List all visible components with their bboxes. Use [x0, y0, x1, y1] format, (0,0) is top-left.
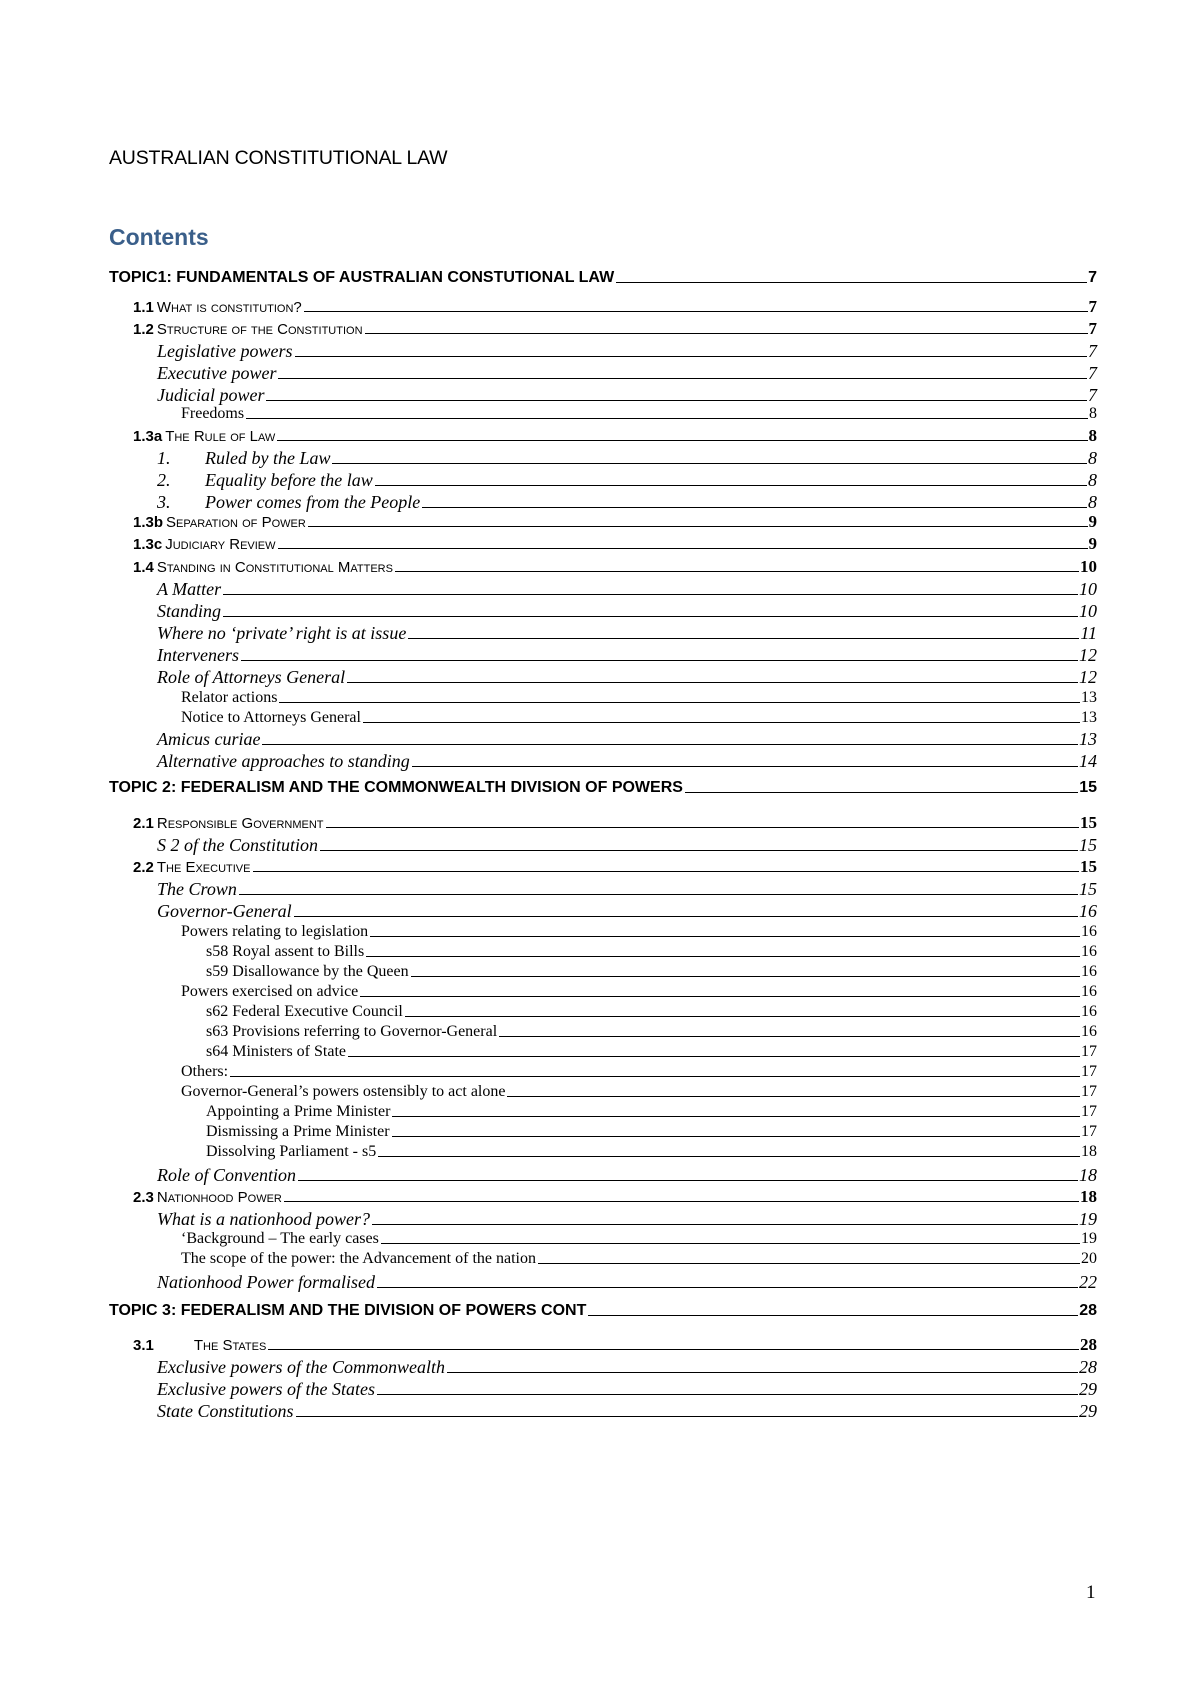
toc-entry-title: s58 Royal assent to Bills	[206, 943, 365, 960]
toc-entry-title: Governor-General’s powers ostensibly to act alone	[181, 1083, 506, 1100]
toc-leader-line	[375, 485, 1087, 486]
toc-entry[interactable]	[206, 1004, 1097, 1020]
toc-leader-line	[616, 282, 1087, 283]
toc-entry-title: Nationhood Power	[156, 1189, 282, 1206]
toc-leader-line	[405, 1016, 1080, 1017]
toc-entry-page: 7	[1088, 385, 1097, 405]
toc-entry-page: 11	[1080, 623, 1097, 643]
toc-entry-page: 16	[1079, 901, 1097, 921]
toc-entry[interactable]	[133, 558, 1097, 575]
toc-entry-page: 28	[1079, 1357, 1097, 1377]
toc-entry-title: Structure of the Constitution	[156, 321, 363, 338]
toc-entry[interactable]	[109, 270, 1097, 286]
toc-entry[interactable]	[157, 624, 1097, 642]
toc-leader-line	[507, 1096, 1080, 1097]
toc-entry-page: 22	[1079, 1272, 1097, 1292]
toc-entry-title: s59 Disallowance by the Queen	[206, 963, 409, 980]
toc-entry[interactable]	[157, 602, 1097, 620]
toc-entry-page: 8	[1089, 405, 1097, 422]
toc-entry-title: s63 Provisions referring to Governor-General	[206, 1023, 498, 1040]
toc-leader-line	[296, 1416, 1078, 1417]
toc-entry-title: Power comes from the People	[205, 492, 421, 512]
toc-entry-title: What is constitution?	[156, 299, 302, 316]
toc-entry[interactable]	[157, 880, 1097, 898]
toc-entry[interactable]	[181, 710, 1097, 726]
contents-heading: Contents	[109, 224, 209, 250]
toc-leader-line	[347, 682, 1078, 683]
toc-entry-page: 10	[1079, 601, 1097, 621]
toc-entry-title: ‘Background – The early cases	[181, 1230, 379, 1247]
toc-entry-title: Dissolving Parliament - s5	[206, 1143, 377, 1160]
toc-entry[interactable]	[157, 1273, 1097, 1291]
toc-entry-page: 7	[1088, 319, 1097, 338]
toc-entry-title: Governor-General	[157, 901, 292, 921]
toc-leader-line	[241, 660, 1078, 661]
toc-entry-page: 15	[1079, 835, 1097, 855]
toc-leader-line	[246, 418, 1088, 419]
toc-entry[interactable]	[157, 386, 1097, 404]
toc-entry-title: Equality before the law	[205, 470, 373, 490]
toc-entry-title: Standing	[157, 601, 222, 621]
toc-leader-line	[308, 526, 1088, 527]
toc-entry-page: 12	[1079, 645, 1097, 665]
toc-entry-page: 16	[1081, 1003, 1097, 1020]
toc-leader-line	[372, 1224, 1078, 1225]
toc-entry-page: 13	[1079, 729, 1097, 749]
toc-entry-title: Interveners	[157, 645, 239, 665]
toc-leader-line	[294, 916, 1078, 917]
toc-leader-line	[392, 1136, 1080, 1137]
toc-entry-page: 17	[1081, 1083, 1097, 1100]
toc-leader-line	[326, 827, 1079, 828]
toc-entry-page: 18	[1079, 1165, 1097, 1185]
toc-leader-line	[685, 792, 1078, 793]
toc-entry[interactable]	[157, 668, 1097, 686]
toc-leader-line	[284, 1201, 1079, 1202]
toc-entry-page: 8	[1088, 492, 1097, 512]
toc-entry[interactable]	[157, 752, 1097, 770]
toc-entry-page: 29	[1079, 1379, 1097, 1399]
toc-leader-line	[298, 1180, 1078, 1181]
toc-leader-line	[447, 1372, 1078, 1373]
toc-entry-title: The Rule of Law	[165, 428, 276, 445]
toc-entry-page: 17	[1081, 1123, 1097, 1140]
toc-entry-number: 2.3	[133, 1189, 154, 1206]
toc-entry[interactable]	[157, 580, 1097, 598]
toc-entry[interactable]	[133, 858, 1097, 875]
toc-leader-line	[365, 333, 1088, 334]
toc-entry-page: 20	[1081, 1250, 1097, 1267]
toc-entry[interactable]	[206, 1124, 1097, 1140]
toc-entry[interactable]	[206, 1104, 1097, 1120]
toc-entry-page: 13	[1081, 689, 1097, 706]
toc-entry-page: 18	[1080, 1187, 1097, 1206]
toc-entry-page: 28	[1079, 1302, 1097, 1319]
toc-entry[interactable]	[157, 471, 1097, 489]
toc-leader-line	[278, 548, 1088, 549]
toc-entry-title: Alternative approaches to standing	[157, 751, 410, 771]
page-number: 1	[1086, 1582, 1096, 1603]
toc-entry-page: 16	[1081, 983, 1097, 1000]
toc-leader-line	[262, 744, 1078, 745]
toc-entry-title: TOPIC 2: FEDERALISM AND THE COMMONWEALTH DIVISION OF POWERS	[109, 779, 683, 796]
toc-entry-page: 16	[1081, 1023, 1097, 1040]
toc-leader-line	[253, 871, 1080, 872]
toc-entry-page: 17	[1081, 1043, 1097, 1060]
toc-leader-line	[392, 1116, 1080, 1117]
toc-entry-title: Exclusive powers of the Commonwealth	[157, 1357, 445, 1377]
toc-entry[interactable]	[133, 1336, 1097, 1353]
toc-entry-title: Dismissing a Prime Minister	[206, 1123, 390, 1140]
toc-leader-line	[499, 1036, 1080, 1037]
toc-leader-line	[422, 507, 1087, 508]
toc-entry-page: 10	[1080, 557, 1097, 576]
toc-entry-page: 15	[1080, 857, 1097, 876]
toc-entry-title: Amicus curiae	[157, 729, 261, 749]
toc-entry-page: 19	[1079, 1209, 1097, 1229]
toc-entry[interactable]	[133, 814, 1097, 831]
toc-entry-page: 28	[1080, 1335, 1097, 1354]
toc-leader-line	[377, 1394, 1078, 1395]
toc-leader-line	[412, 766, 1078, 767]
toc-entry-title: The Crown	[157, 879, 237, 899]
toc-entry-title: TOPIC1: FUNDAMENTALS OF AUSTRALIAN CONSTUTIONAL LAW	[109, 269, 615, 286]
toc-leader-line	[370, 936, 1080, 937]
toc-entry-page: 13	[1081, 709, 1097, 726]
toc-entry-page: 8	[1088, 426, 1097, 445]
toc-entry-title: Ruled by the Law	[205, 448, 331, 468]
toc-leader-line	[295, 356, 1088, 357]
toc-leader-line	[411, 976, 1080, 977]
toc-entry-page: 15	[1079, 779, 1097, 796]
toc-entry[interactable]	[181, 924, 1097, 940]
toc-entry-page: 7	[1088, 297, 1097, 316]
toc-entry-title: The Executive	[156, 859, 251, 876]
toc-entry[interactable]	[157, 902, 1097, 920]
toc-leader-line	[395, 571, 1079, 572]
toc-entry[interactable]	[206, 1144, 1097, 1160]
toc-entry-page: 17	[1081, 1063, 1097, 1080]
toc-entry-title: Nationhood Power formalised	[157, 1272, 376, 1292]
toc-entry-title: Executive power	[157, 363, 277, 383]
toc-leader-line	[266, 400, 1087, 401]
toc-entry-title: Others:	[181, 1063, 229, 1080]
toc-entry[interactable]	[181, 1064, 1097, 1080]
toc-entry-number: 3.	[157, 492, 171, 512]
toc-entry-number: 1.3a	[133, 428, 163, 445]
toc-entry[interactable]	[206, 964, 1097, 980]
toc-entry-page: 7	[1088, 363, 1097, 383]
toc-entry[interactable]	[109, 780, 1097, 796]
toc-entry-page: 16	[1081, 923, 1097, 940]
toc-entry-title: Where no ‘private’ right is at issue	[157, 623, 407, 643]
toc-entry[interactable]	[206, 1044, 1097, 1060]
toc-entry[interactable]	[181, 406, 1097, 422]
toc-entry-title: Standing in Constitutional Matters	[156, 559, 393, 576]
toc-entry[interactable]	[133, 427, 1097, 444]
toc-entry-title: Appointing a Prime Minister	[206, 1103, 391, 1120]
toc-entry-title: Legislative powers	[157, 341, 293, 361]
toc-entry-title: Powers exercised on advice	[181, 983, 359, 1000]
toc-entry-number: 1.3b	[133, 514, 164, 531]
toc-entry-page: 7	[1088, 341, 1097, 361]
toc-leader-line	[277, 440, 1087, 441]
toc-leader-line	[239, 894, 1078, 895]
toc-entry-number: 3.1	[133, 1337, 154, 1354]
toc-entry-title: Relator actions	[181, 689, 278, 706]
toc-entry[interactable]	[133, 298, 1097, 315]
toc-entry-title: Responsible Government	[156, 815, 324, 832]
toc-leader-line	[320, 850, 1078, 851]
toc-leader-line	[408, 638, 1079, 639]
toc-entry[interactable]	[206, 1024, 1097, 1040]
toc-leader-line	[223, 616, 1078, 617]
toc-entry[interactable]	[181, 984, 1097, 1000]
toc-leader-line	[363, 722, 1080, 723]
toc-entry-page: 7	[1088, 269, 1097, 286]
toc-entry-page: 16	[1081, 963, 1097, 980]
toc-entry-title: Role of Attorneys General	[157, 667, 346, 687]
toc-leader-line	[268, 1349, 1079, 1350]
toc-entry-title: What is a nationhood power?	[157, 1209, 371, 1229]
toc-entry-page: 8	[1088, 448, 1097, 468]
toc-entry-page: 9	[1088, 534, 1097, 553]
toc-entry-title: Powers relating to legislation	[181, 923, 369, 940]
toc-entry-title: Judicial power	[157, 385, 265, 405]
toc-entry-number: 1.4	[133, 559, 154, 576]
toc-leader-line	[279, 702, 1080, 703]
toc-entry[interactable]	[181, 690, 1097, 706]
toc-entry[interactable]	[157, 730, 1097, 748]
toc-entry[interactable]	[181, 1084, 1097, 1100]
toc-entry[interactable]	[157, 449, 1097, 467]
toc-entry-page: 12	[1079, 667, 1097, 687]
toc-entry[interactable]	[157, 1166, 1097, 1184]
toc-entry-page: 16	[1081, 943, 1097, 960]
toc-entry-page: 17	[1081, 1103, 1097, 1120]
toc-leader-line	[381, 1243, 1080, 1244]
toc-entry-title: S 2 of the Constitution	[157, 835, 319, 855]
toc-entry[interactable]	[157, 364, 1097, 382]
toc-entry-title: State Constitutions	[157, 1401, 294, 1421]
toc-leader-line	[588, 1315, 1078, 1316]
toc-entry[interactable]	[157, 646, 1097, 664]
toc-leader-line	[360, 996, 1080, 997]
toc-entry-title: Exclusive powers of the States	[157, 1379, 375, 1399]
toc-entry[interactable]	[206, 944, 1097, 960]
toc-entry-page: 29	[1079, 1401, 1097, 1421]
toc-entry-title: A Matter	[157, 579, 222, 599]
toc-entry-title: Judiciary Review	[165, 536, 276, 553]
toc-entry-page: 15	[1079, 879, 1097, 899]
toc-entry-number: 1.1	[133, 299, 154, 316]
toc-entry[interactable]	[109, 1303, 1097, 1319]
toc-entry-page: 19	[1081, 1230, 1097, 1247]
toc-entry-title: The scope of the power: the Advancement of the nation	[181, 1250, 536, 1267]
toc-entry-number: 1.3c	[133, 536, 163, 553]
toc-entry-page: 15	[1080, 813, 1097, 832]
toc-entry-page: 9	[1088, 512, 1097, 531]
toc-entry-page: 14	[1079, 751, 1097, 771]
toc-entry-title: TOPIC 3: FEDERALISM AND THE DIVISION OF POWERS CONT	[109, 1302, 587, 1319]
toc-leader-line	[332, 463, 1087, 464]
toc-leader-line	[278, 378, 1087, 379]
toc-entry[interactable]	[133, 513, 1097, 530]
toc-entry[interactable]	[157, 1380, 1097, 1398]
toc-entry[interactable]	[157, 1210, 1097, 1228]
toc-entry-title: The States	[193, 1337, 267, 1354]
toc-entry-number: 2.	[157, 470, 171, 490]
toc-leader-line	[366, 956, 1080, 957]
toc-leader-line	[348, 1056, 1080, 1057]
toc-entry-title: Separation of Power	[166, 514, 306, 531]
toc-entry[interactable]	[157, 836, 1097, 854]
toc-leader-line	[378, 1156, 1080, 1157]
toc-entry[interactable]	[133, 535, 1097, 552]
toc-entry-title: s64 Ministers of State	[206, 1043, 346, 1060]
toc-entry[interactable]	[157, 493, 1097, 511]
toc-entry-number: 1.2	[133, 321, 154, 338]
toc-entry-page: 8	[1088, 470, 1097, 490]
toc-entry[interactable]	[133, 320, 1097, 337]
toc-entry[interactable]	[157, 342, 1097, 360]
toc-entry-title: Role of Convention	[157, 1165, 296, 1185]
toc-entry-number: 1.	[157, 448, 171, 468]
toc-entry-page: 10	[1079, 579, 1097, 599]
toc-entry[interactable]	[133, 1188, 1097, 1205]
toc-entry[interactable]	[157, 1402, 1097, 1420]
toc-leader-line	[304, 311, 1088, 312]
toc-entry[interactable]	[181, 1251, 1097, 1267]
document-title: AUSTRALIAN CONSTITUTIONAL LAW	[109, 147, 448, 169]
toc-entry-title: s62 Federal Executive Council	[206, 1003, 403, 1020]
toc-leader-line	[230, 1076, 1080, 1077]
toc-entry-title: Notice to Attorneys General	[181, 709, 361, 726]
toc-entry-number: 2.1	[133, 815, 154, 832]
toc-entry[interactable]	[181, 1231, 1097, 1247]
toc-leader-line	[538, 1263, 1080, 1264]
toc-entry-title: Freedoms	[181, 405, 245, 422]
toc-leader-line	[377, 1287, 1078, 1288]
toc-entry[interactable]	[157, 1358, 1097, 1376]
toc-entry-page: 18	[1081, 1143, 1097, 1160]
toc-entry-number: 2.2	[133, 859, 154, 876]
toc-leader-line	[223, 594, 1078, 595]
